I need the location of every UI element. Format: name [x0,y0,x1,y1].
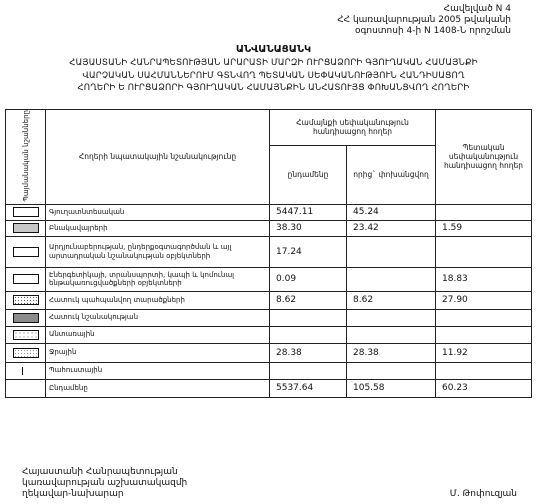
row-label: Հատուկ պահպանվող տարածքների [46,291,270,309]
subtitle-line-2: ՎԱՐՉԱԿԱՆ ՍԱՀՄԱՆՆԵՐՈՒՄ ԳՏՆՎՈՂ ՊԵՏԱԿԱՆ ՍԵՓԱԿԱՆՈՒԹՅՈՒՆ ՀԱՆԴԻՍԱՑՈՂ [82,70,465,81]
legend-swatch [13,207,39,217]
row-label: Անտառային [46,326,270,343]
row-label: Էներգետիկայի, տրանսպորտի, կապի և կոմունալ ենթակառուցվածքների օբյեկտների [46,267,270,291]
legend-cell [6,204,46,220]
legend-swatch [13,313,39,323]
row-label: Հատուկ նշանակության [46,309,270,326]
appendix-header [337,4,511,37]
total-row [6,379,532,397]
table-row [6,343,532,362]
row-total: 8.62 [270,291,347,309]
legend-cell [6,343,46,362]
land-table [5,109,532,398]
table-row [6,291,532,309]
row-label: Բնակավայրերի [46,220,270,236]
legend-cell [6,220,46,236]
signature-line-3: ղեկավար-նախարար [22,489,124,499]
row-total: 0.09 [270,267,347,291]
decree-line: ՀՀ կառավարության 2005 թվականի [337,15,511,25]
signature-line-1: Հայաստանի Հանրապետության [22,467,178,477]
row-transferred [347,309,436,326]
legend-swatch [13,295,39,305]
row-state: 18.83 [436,267,532,291]
total-label: Ընդամենը [46,379,270,397]
table-row [6,220,532,236]
legend-header [6,110,46,205]
row-state: 27.90 [436,291,532,309]
row-transferred: 23.42 [347,220,436,236]
row-transferred [347,362,436,379]
row-total [270,309,347,326]
community-transferred-header: որից` փոխանցվող [347,145,436,204]
legend-cell [6,267,46,291]
legend-cell [6,309,46,326]
row-label: Արդյունաբերության, ընդերքօգտագործման և այլ արտադրական նշանակության օբյեկտների [46,236,270,267]
row-state [436,236,532,267]
legend-swatch [22,367,29,375]
total-total: 5537.64 [270,379,347,397]
row-label: Ջրային [46,343,270,362]
row-total [270,326,347,343]
legend-header-text: Պայմանական նշանները [21,110,30,202]
row-transferred: 45.24 [347,204,436,220]
legend-cell [6,291,46,309]
row-total: 5447.11 [270,204,347,220]
row-total: 38.30 [270,220,347,236]
legend-swatch [13,247,39,257]
row-transferred [347,236,436,267]
total-transferred: 105.58 [347,379,436,397]
signature-line-2: կառավարության աշխատակազմի [22,478,188,488]
subtitle-line-3: ՀՈՂԵՐԻ Ե ՈՒՐՑԱՁՈՐԻ ԳՅՈՒՂԱԿԱՆ ՀԱՄԱՅՆՔԻՆ ԱՆՀԱՏՈՒՅՑ ՓՈԽԱՆՑՎՈՂ ՀՈՂԵՐԻ [77,83,470,93]
row-transferred: 8.62 [347,291,436,309]
row-label: Պահուստային [46,362,270,379]
row-total: 28.38 [270,343,347,362]
row-total: 17.24 [270,236,347,267]
legend-cell [6,326,46,343]
legend-swatch [13,223,39,233]
row-label: Գյուղատնտեսական [46,204,270,220]
table-row [6,326,532,343]
legend-cell [6,362,46,379]
row-transferred: 28.38 [347,343,436,362]
row-transferred [347,326,436,343]
legend-swatch [13,274,39,284]
community-group-header: Համայնքի սեփականություն հանդիսացող հողեր [270,110,436,146]
state-header: Պետական սեփականություն հանդիսացող հողեր [436,110,532,205]
row-state: 1.59 [436,220,532,236]
decree-date: օգոստոսի 4-ի N 1408-Ն որոշման [354,26,511,36]
legend-swatch [13,330,39,340]
row-state [436,362,532,379]
table-row [6,362,532,379]
signer-name: Մ. Թոփուզյան [449,489,517,499]
purpose-header: Հողերի նպատակային նշանակությունը [46,110,270,205]
row-state [436,309,532,326]
total-legend-cell [6,379,46,397]
table-row [6,309,532,326]
document-title: ԱՆՎԱՆԱՑԱՆԿ [235,44,312,55]
subtitle-line-1: ՀԱՅԱՍՏԱՆԻ ՀԱՆՐԱՊԵՏՈՒԹՅԱՆ ԱՐԱՐԱՏԻ ՄԱՐԶԻ ՈՒՐՑԱՁՈՐԻ ԳՅՈՒՂԱԿԱՆ ՀԱՄԱՅՆՔԻ [69,58,478,68]
signature-block [22,467,187,500]
row-state [436,326,532,343]
row-state: 11.92 [436,343,532,362]
document-subtitle [0,57,547,95]
appendix-number: Հավելված N 4 [443,4,511,14]
total-state: 60.23 [436,379,532,397]
row-state [436,204,532,220]
table-row [6,267,532,291]
community-total-header: ընդամենը [270,145,347,204]
table-row [6,204,532,220]
legend-swatch [13,348,39,358]
row-total [270,362,347,379]
table-row [6,236,532,267]
row-transferred [347,267,436,291]
legend-cell [6,236,46,267]
